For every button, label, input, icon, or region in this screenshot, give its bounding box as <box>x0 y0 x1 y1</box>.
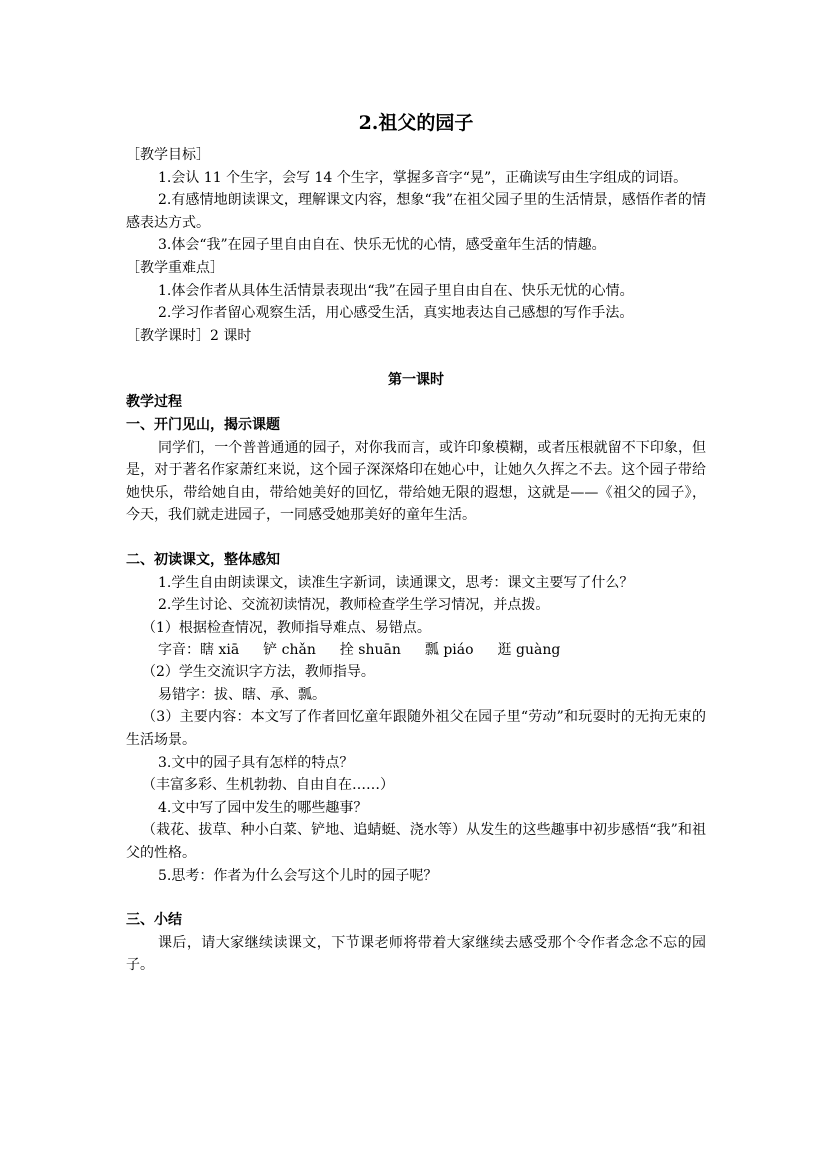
hours-value: 2 课时 <box>210 327 252 344</box>
pinyin-item: 瓢 piáo <box>424 642 474 659</box>
hours-line <box>126 325 706 348</box>
error-prone-chars: 易错字：拔、瞎、承、瓢。 <box>158 686 326 703</box>
lesson-heading: 第一课时 <box>388 372 444 389</box>
hours-heading: ［教学课时］ <box>126 327 210 344</box>
pinyin-list <box>126 639 706 661</box>
pinyin-item: 拴 shuān <box>339 642 401 659</box>
document-page <box>126 110 706 977</box>
section2-sub-2: （2）学生交流识字方法，教师指导。 <box>142 664 375 681</box>
section2-sub-1: （1）根据检查情况，教师指导难点、易错点。 <box>142 619 431 636</box>
keypoints-heading: ［教学重难点］ <box>126 259 224 276</box>
section2-item-2: 2.学生讨论、交流初读情况，教师检查学生学习情况，并点拨。 <box>158 597 550 614</box>
section1-heading: 一、开门见山，揭示课题 <box>126 416 280 433</box>
section2-sub-3: （3）主要内容：本文写了作者回忆童年跟随外祖父在园子里“劳动”和玩耍时的无拘无束的生活场景。 <box>126 709 706 749</box>
section2-item-4: 4.文中写了园中发生的哪些趣事？ <box>158 799 368 816</box>
pinyin-item: 瞎 xiā <box>200 642 240 659</box>
pinyin-item: 逛 guàng <box>497 642 561 659</box>
objective-item-3: 3.体会“我”在园子里自由自在、快乐无忧的心情，感受童年生活的情趣。 <box>158 237 606 254</box>
section2-answer-4: （栽花、拔草、种小白菜、铲地、追蜻蜓、浇水等）从发生的这些趣事中初步感悟“我”和祖父的性格。 <box>126 822 706 862</box>
section2-item-3: 3.文中的园子具有怎样的特点？ <box>158 754 354 771</box>
section3-paragraph: 课后，请大家继续读课文，下节课老师将带着大家继续去感受那个令作者念念不忘的园子。 <box>126 934 706 974</box>
section1-paragraph: 同学们，一个普普通通的园子，对你我而言，或许印象模糊，或者压根就留不下印象，但是，对于著名作家萧红来说，这个园子深深烙印在她心中，让她久久挥之不去。这个园子带给她快乐，带给她自由，带给她美好的回忆，带给她无限的遐想，这就是——《祖父的园子》，今天，我们就走进园子，一同感受她那美好的童年生活。 <box>126 439 706 524</box>
keypoint-item-2: 2.学习作者留心观察生活，用心感受生活，真实地表达自己感想的写作手法。 <box>158 305 634 322</box>
objectives-heading: ［教学目标］ <box>126 147 210 163</box>
objective-item-1: 1.会认 11 个生字，会写 14 个生字，掌握多音字“晃”，正确读写由生字组成的词语。 <box>158 169 688 186</box>
section3-heading: 三、小结 <box>126 912 182 929</box>
pinyin-item: 铲 chǎn <box>263 642 316 659</box>
keypoint-item-1: 1.体会作者从具体生活情景表现出“我”在园子里自由自在、快乐无忧的心情。 <box>158 282 634 299</box>
section2-item-1: 1.学生自由朗读课文，读准生字新词，读通课文，思考：课文主要写了什么？ <box>158 574 634 591</box>
page-title: 2.祖父的园子 <box>358 112 474 134</box>
pinyin-label: 字音： <box>158 642 200 659</box>
section2-answer-3: （丰富多彩、生机勃勃、自由自在……） <box>142 777 394 794</box>
objective-item-2: 2.有感情地朗读课文，理解课文内容，想象“我”在祖父园子里的生活情景，感悟作者的情感表达方式。 <box>126 192 706 231</box>
section2-heading: 二、初读课文，整体感知 <box>126 551 280 568</box>
process-heading: 教学过程 <box>126 394 182 411</box>
section2-item-5: 5.思考：作者为什么会写这个儿时的园子呢？ <box>158 867 438 884</box>
